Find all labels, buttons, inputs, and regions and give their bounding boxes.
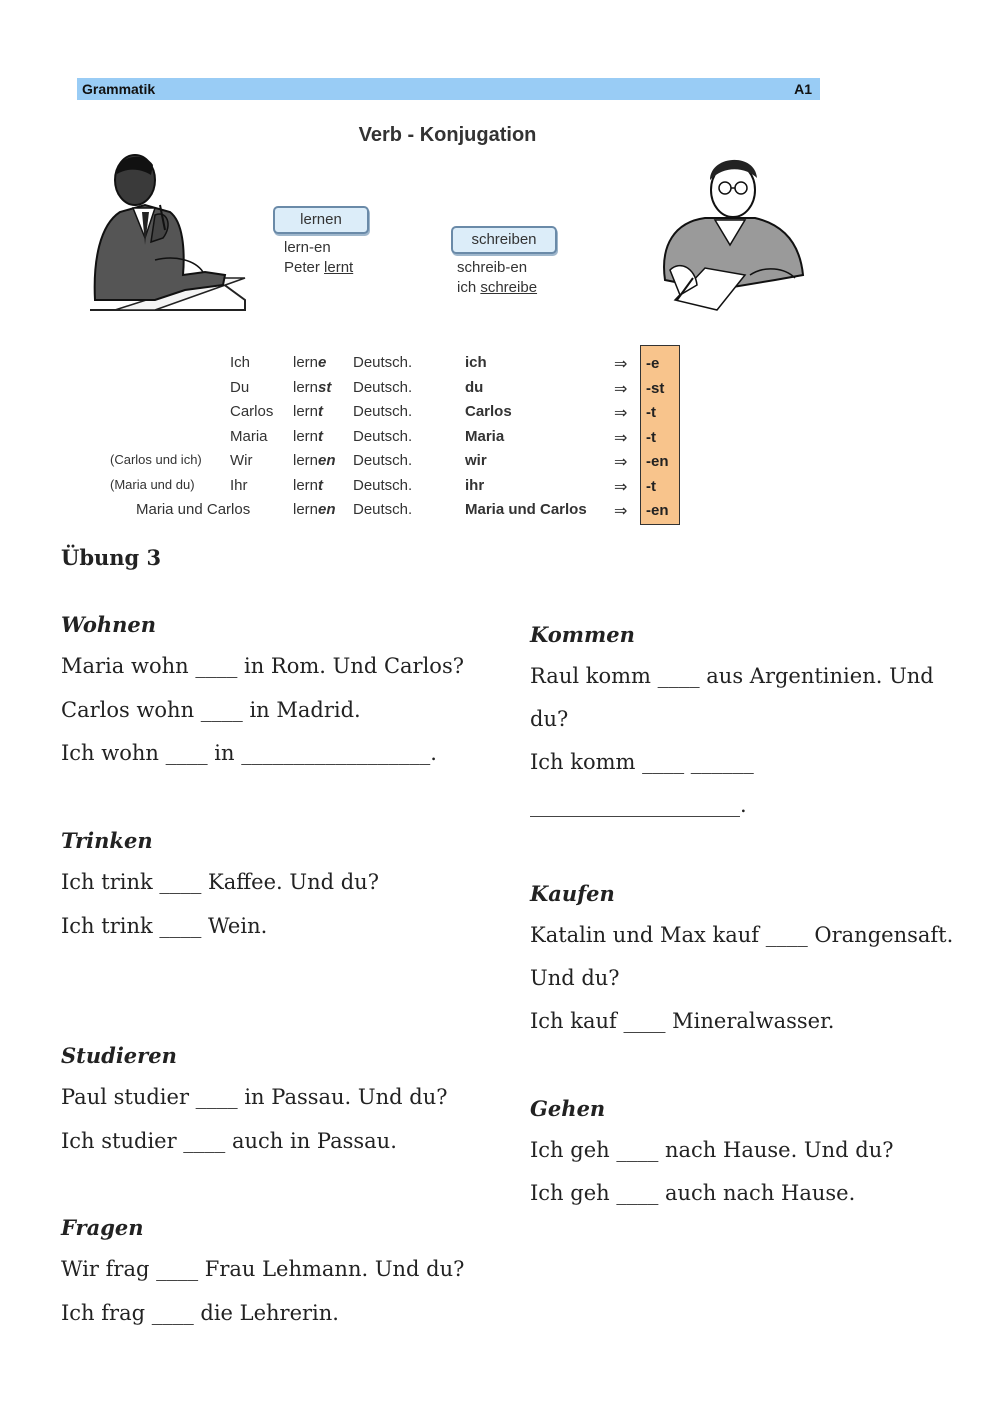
verb-ending: t <box>318 428 324 445</box>
example-lernen-subject: Peter <box>284 259 325 276</box>
pronoun: Wir <box>230 452 253 469</box>
pronoun: Du <box>230 379 250 396</box>
exercise-line: Maria wohn ____ in Rom. Und Carlos? <box>61 654 464 678</box>
ending-suffix: -t <box>646 429 656 446</box>
example-box-lernen: lernen <box>273 206 369 234</box>
verb-form <box>293 354 326 371</box>
arrow-icon: ⇒ <box>614 381 628 398</box>
verb-stem: lern <box>293 428 319 445</box>
subject-label: ihr <box>465 477 485 494</box>
arrow-icon: ⇒ <box>614 503 628 520</box>
verb-form <box>293 403 323 420</box>
exercise-line: Ich frag ____ die Lehrerin. <box>61 1300 339 1325</box>
object-word: Deutsch. <box>353 354 413 371</box>
group-note: (Carlos und ich) <box>110 452 202 467</box>
endings-column <box>640 345 680 525</box>
exercise-line: Ich geh ____ auch nach Hause. <box>530 1181 856 1205</box>
exercise-line: Ich komm ____ ______ <box>530 750 754 774</box>
exercise-line: Wir frag ____ Frau Lehmann. Und du? <box>61 1257 465 1281</box>
exercise-heading: Gehen <box>530 1096 606 1121</box>
verb-ending: st <box>318 379 332 396</box>
verb-stem: lern <box>293 452 319 469</box>
verb-ending: t <box>318 477 324 494</box>
exercise-heading: Wohnen <box>61 612 157 637</box>
group-note: (Maria und du) <box>110 477 195 492</box>
verb-ending: t <box>318 403 324 420</box>
subject-label: wir <box>465 452 487 469</box>
object-word: Deutsch. <box>353 403 413 420</box>
ending-suffix: -e <box>646 355 660 372</box>
object-word: Deutsch. <box>353 501 413 518</box>
verb-ending: e <box>318 354 327 371</box>
verb-stem: lern <box>293 501 319 518</box>
ending-suffix: -en <box>646 453 669 470</box>
arrow-icon: ⇒ <box>614 405 628 422</box>
object-word: Deutsch. <box>353 452 413 469</box>
level-label: A1 <box>794 81 812 97</box>
exercise-heading: Kommen <box>530 622 635 647</box>
example-lernen-verb: lernt <box>324 259 354 276</box>
subject-label: du <box>465 379 484 396</box>
object-word: Deutsch. <box>353 379 413 396</box>
ending-suffix: -t <box>646 478 656 495</box>
verb-form <box>293 452 336 469</box>
exercise-line: Und du? <box>530 966 620 990</box>
example-box-schreiben: schreiben <box>451 226 557 254</box>
object-word: Deutsch. <box>353 477 413 494</box>
exercise-line: du? <box>530 707 569 731</box>
page-title: Verb - Konjugation <box>358 124 537 146</box>
subject-label: Maria und Carlos <box>465 501 587 518</box>
verb-form <box>293 501 336 518</box>
pronoun: Maria und Carlos <box>136 501 251 518</box>
verb-stem: lern <box>293 354 319 371</box>
arrow-icon: ⇒ <box>614 454 628 471</box>
exercise-line: Ich studier ____ auch in Passau. <box>61 1128 397 1153</box>
verb-form <box>293 428 323 445</box>
exercise-line: Katalin und Max kauf ____ Orangensaft. <box>530 923 954 947</box>
pronoun: Ihr <box>230 477 248 494</box>
exercise-heading: Trinken <box>61 828 153 853</box>
object-word: Deutsch. <box>353 428 413 445</box>
pronoun: Carlos <box>230 403 274 420</box>
ending-suffix: -t <box>646 404 656 421</box>
exercise-line: Ich kauf ____ Mineralwasser. <box>530 1009 835 1033</box>
arrow-icon: ⇒ <box>614 479 628 496</box>
exercise-line: ____________________. <box>530 793 747 817</box>
pronoun: Ich <box>230 354 251 371</box>
example-schreiben-split: schreib-en <box>457 259 528 276</box>
verb-stem: lern <box>293 403 319 420</box>
arrow-icon: ⇒ <box>614 356 628 373</box>
exercise-heading: Studieren <box>61 1043 177 1068</box>
verb-ending: en <box>318 452 336 469</box>
verb-stem: lern <box>293 379 319 396</box>
subject-label: ich <box>465 354 487 371</box>
example-lernen-split: lern-en <box>284 239 331 256</box>
subject-label: Maria <box>465 428 505 445</box>
header-label: Grammatik <box>82 81 156 97</box>
exercise-heading: Kaufen <box>530 881 615 906</box>
ending-suffix: -st <box>646 380 665 397</box>
verb-form <box>293 379 331 396</box>
verb-form <box>293 477 323 494</box>
ending-suffix: -en <box>646 502 669 519</box>
conjugation-table <box>0 0 1000 530</box>
verb-stem: lern <box>293 477 319 494</box>
verb-ending: en <box>318 501 336 518</box>
exercise-line: Carlos wohn ____ in Madrid. <box>61 697 361 722</box>
example-schreiben-verb: schreibe <box>480 279 538 296</box>
exercise-line: Ich trink ____ Wein. <box>61 913 268 938</box>
exercise-heading: Fragen <box>61 1215 144 1240</box>
exercise-line: Ich trink ____ Kaffee. Und du? <box>61 870 379 894</box>
example-schreiben-subject: ich <box>457 279 481 296</box>
exercise-line: Paul studier ____ in Passau. Und du? <box>61 1085 448 1109</box>
exercise-line: Ich geh ____ nach Hause. Und du? <box>530 1138 894 1162</box>
pronoun: Maria <box>230 428 268 445</box>
subject-label: Carlos <box>465 403 512 420</box>
arrow-icon: ⇒ <box>614 430 628 447</box>
exercise-line: Ich wohn ____ in __________________. <box>61 741 437 765</box>
exercise-line: Raul komm ____ aus Argentinien. Und <box>530 664 934 688</box>
exercise-title: Übung 3 <box>61 545 162 570</box>
